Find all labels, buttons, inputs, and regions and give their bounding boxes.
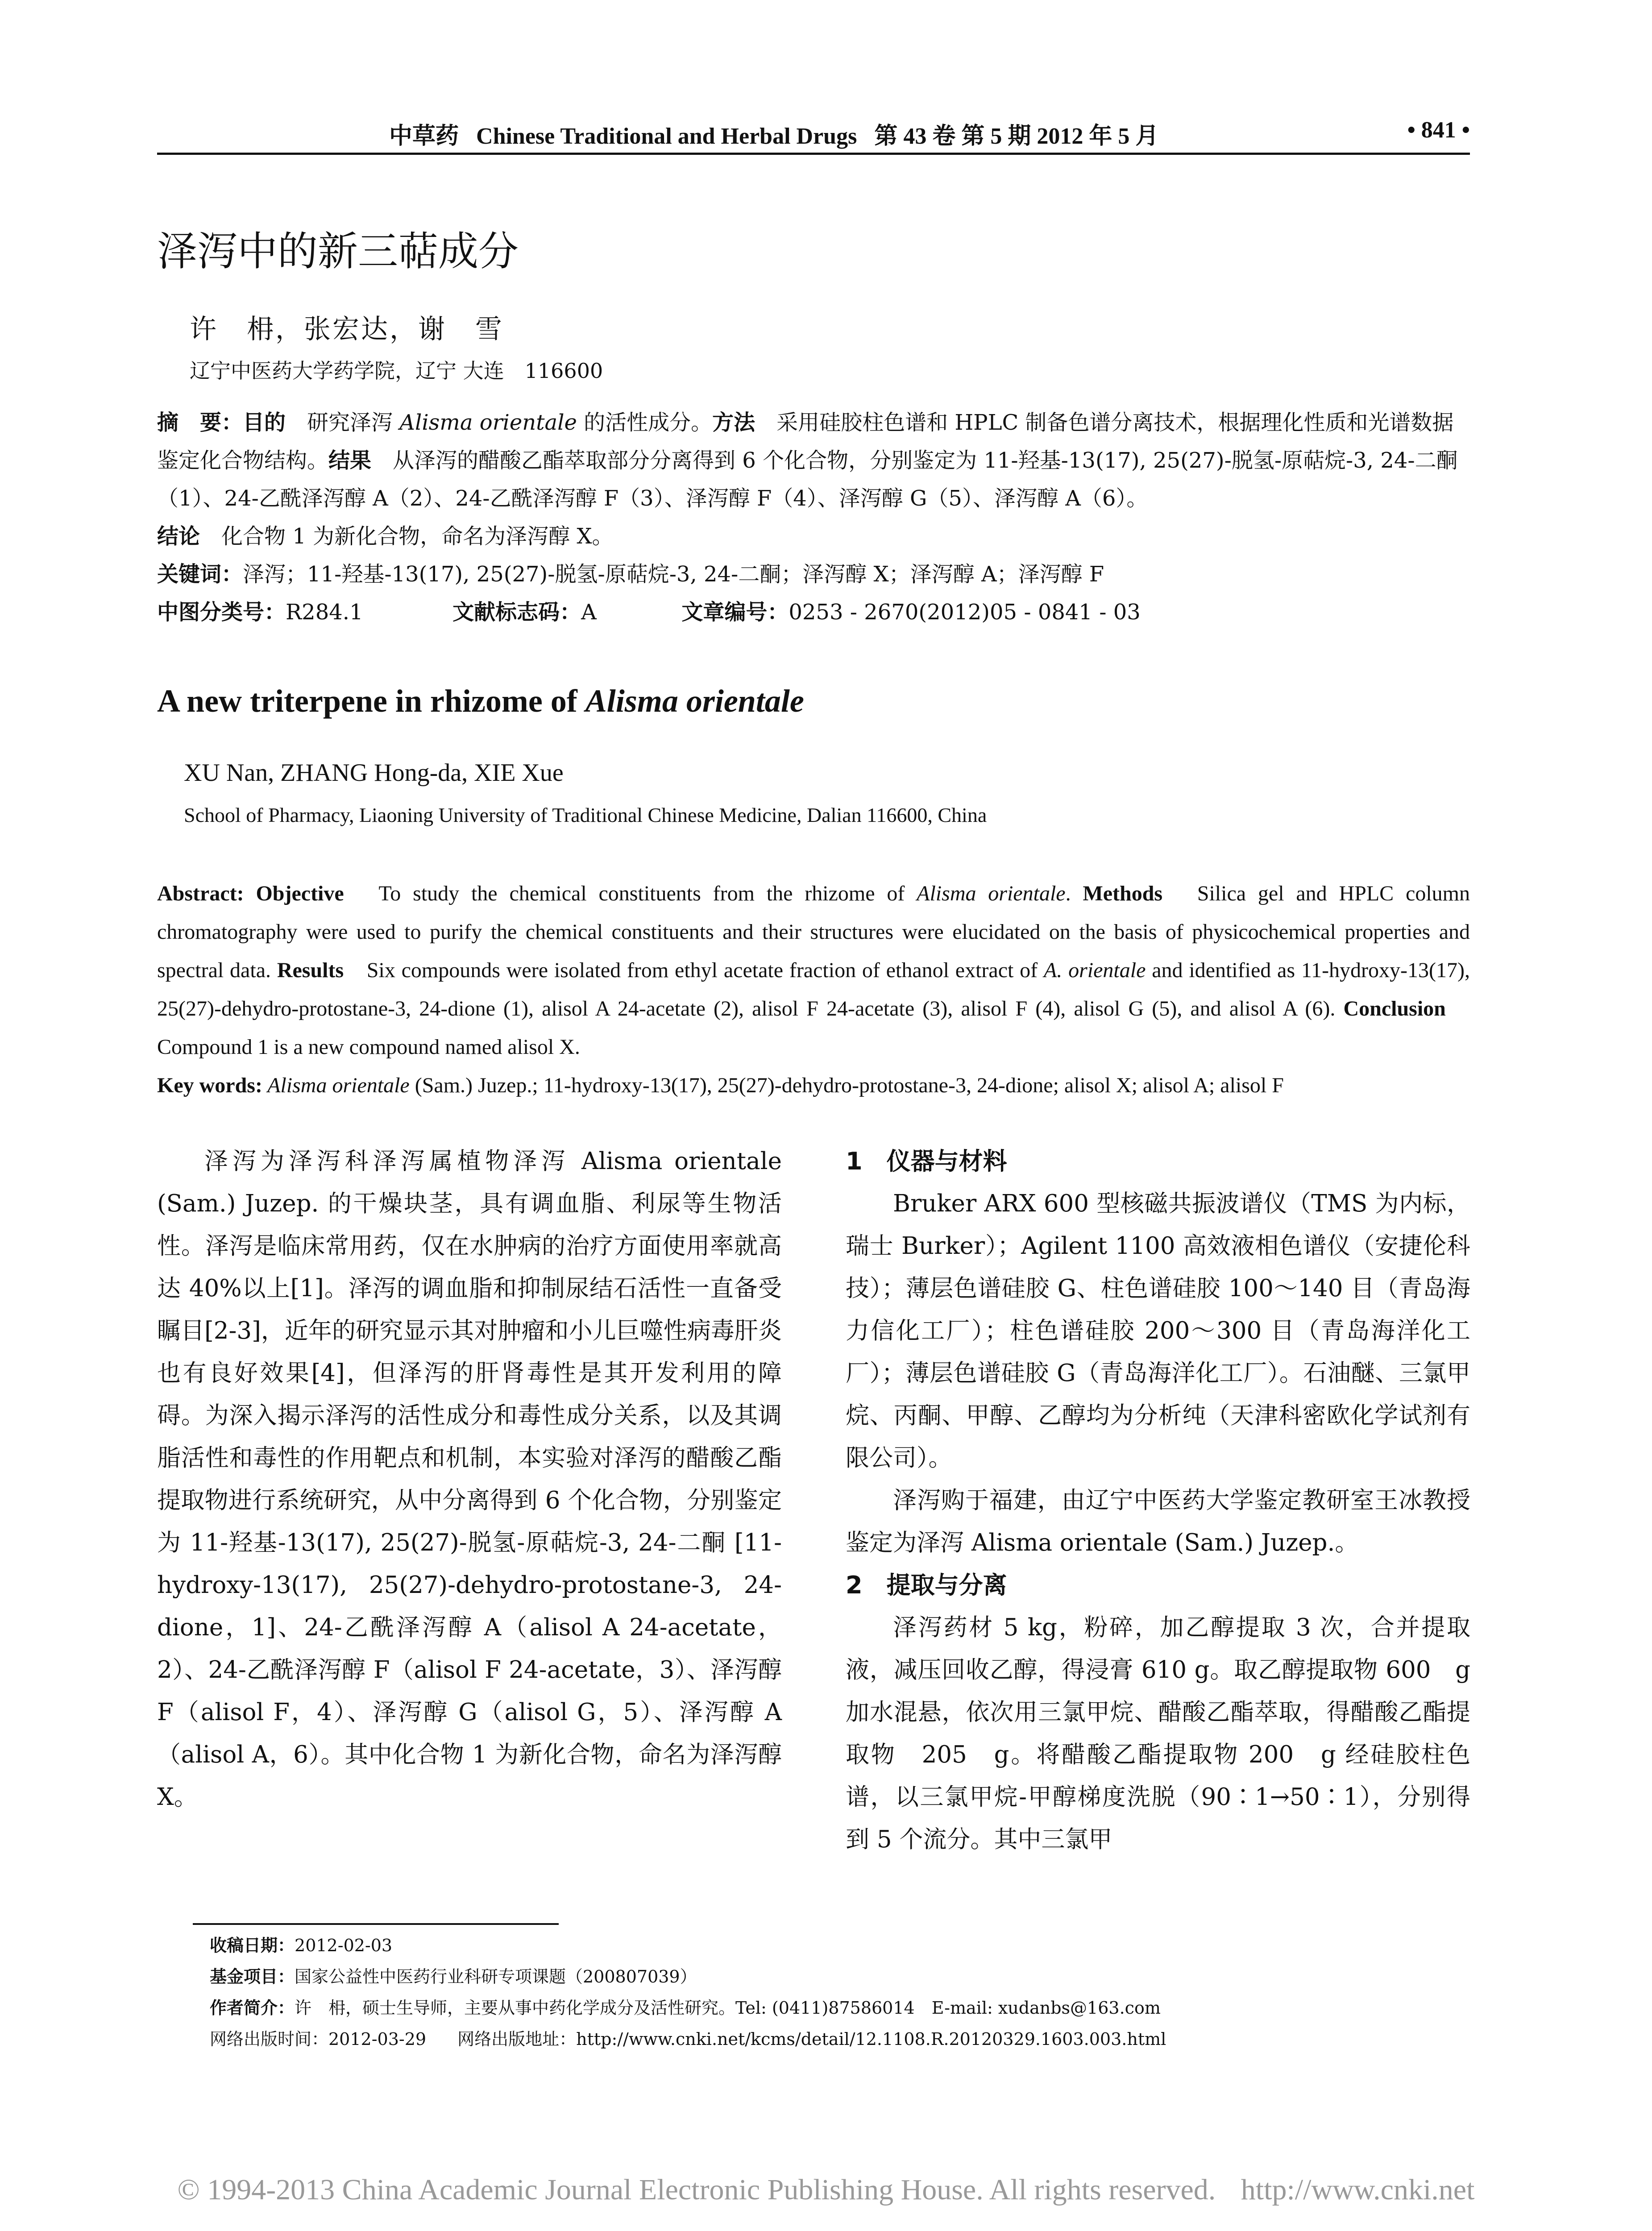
cn-doc-code: A	[581, 600, 597, 625]
cn-clc-label: 中图分类号：	[157, 600, 286, 625]
en-methods-text: Silica gel and HPLC column chromatography were used to purify the chemical constituents and their structures were elucidated on the basis of physicochemical properties and spectral data.	[157, 882, 1470, 982]
section-1-paragraph-2: 泽泻购于福建，由辽宁中医药大学鉴定教研室王冰教授鉴定为泽泻 Alisma orientale (Sam.) Juzep.。	[846, 1487, 1470, 1556]
en-methods-label: Methods	[1083, 882, 1163, 905]
en-keywords: (Sam.) Juzep.; 11-hydroxy-13(17), 25(27)-dehydro-protostane-3, 24-dione; alisol X; alisol A; alisol F	[409, 1074, 1284, 1097]
header-rule	[157, 153, 1470, 155]
en-obj-text-2: .	[1065, 882, 1083, 905]
section-2-paragraph-1: 泽泻药材 5 kg，粉碎，加乙醇提取 3 次，合并提取液，减压回收乙醇，得浸膏 610 g。取乙醇提取物 600 g 加水混悬，依次用三氯甲烷、醋酸乙酯萃取，得醋酸乙酯提取物 205 g。将醋酸乙酯提取物 200 g 经硅胶柱色谱，以三氯甲烷-甲醇梯度洗脱（90∶1→50∶1），分别得到 5 个流分。其中三氯甲	[846, 1614, 1470, 1853]
cn-results-text: 从泽泻的醋酸乙酯萃取部分分离得到 6 个化合物，分别鉴定为 11-羟基-13(17), 25(27)-脱氢-原萜烷-3, 24-二酮（1）、24-乙酰泽泻醇 A（2）、24-乙酰泽泻醇 F（3）、泽泻醇 F（4）、泽泻醇 G（5）、泽泻醇 A（6）。	[157, 448, 1458, 511]
footnote-rule	[193, 1923, 559, 1925]
cn-obj-text-2: 的活性成分。	[577, 410, 713, 435]
cn-abstract-label: 摘 要：	[157, 410, 243, 435]
en-obj-text: To study the chemical constituents from the rhizome of	[344, 882, 917, 905]
en-results-text-2: and identified as 11-hydroxy-13(17), 25(27)-dehydro-protostane-3, 24-dione (1), alisol A 24-acetate (2), alisol F 24-acetate (3), alisol F (4), alisol G (5), and alisol A (6).	[157, 958, 1470, 1020]
fund-text: 国家公益性中医药行业科研专项课题（200807039）	[295, 1967, 697, 1986]
cn-abstract	[157, 404, 1470, 631]
cn-results-label: 结果	[328, 448, 372, 473]
en-conclusion-label: Conclusion	[1343, 997, 1446, 1020]
cn-conclusion-label: 结论	[157, 524, 200, 549]
cn-article-no-label: 文章编号：	[681, 600, 789, 625]
intro-paragraph: 泽泻为泽泻科泽泻属植物泽泻 Alisma orientale (Sam.) Juzep. 的干燥块茎，具有调血脂、利尿等生物活性。泽泻是临床常用药，仅在水肿病的治疗方面使用率就高达 40%以上[1]。泽泻的调血脂和抑制尿结石活性一直备受瞩目[2-3]，近年的研究显示其对肿瘤和小儿巨噬性病毒肝炎也有良好效果[4]，但泽泻的肝肾毒性是其开发利用的障碍。为深入揭示泽泻的活性成分和毒性成分关系，以及其调脂活性和毒性的作用靶点和机制，本实验对泽泻的醋酸乙酯提取物进行系统研究，从中分离得到 6 个化合物，分别鉴定为 11-羟基-13(17), 25(27)-脱氢-原萜烷-3, 24-二酮 [11-hydroxy-13(17), 25(27)-dehydro-protostane-3, 24-dione，1]、24-乙酰泽泻醇 A（alisol A 24-acetate，2）、24-乙酰泽泻醇 F（alisol F 24-acetate，3）、泽泻醇 F（alisol F，4）、泽泻醇 G（alisol G，5）、泽泻醇 A（alisol A，6）。其中化合物 1 为新化合物，命名为泽泻醇 X。	[157, 1148, 782, 1811]
footnote-author	[210, 1992, 1166, 2024]
en-results-text: Six compounds were isolated from ethyl acetate fraction of ethanol extract of	[344, 958, 1044, 982]
footnote-online	[210, 2024, 1166, 2055]
footnotes	[210, 1930, 1166, 2055]
en-title-text: A new triterpene in rhizome of	[157, 683, 585, 719]
section-1-heading: 1 仪器与材料	[846, 1147, 1007, 1175]
journal-cn-name: 中草药	[389, 122, 459, 149]
en-obj-label: Objective	[256, 882, 344, 905]
running-header	[157, 117, 1470, 153]
header-left	[389, 117, 1158, 150]
copyright-url[interactable]: http://www.cnki.net	[1241, 2173, 1475, 2206]
cn-keywords-label: 关键词：	[157, 562, 243, 587]
cn-affiliation: 辽宁中医药大学药学院，辽宁 大连 116600	[190, 359, 603, 383]
page-number: • 841 •	[1407, 117, 1470, 143]
body-left-column	[157, 1140, 782, 1818]
online-url[interactable]: 网络出版地址：http://www.cnki.net/kcms/detail/12.1108.R.20120329.1603.003.html	[457, 2029, 1166, 2049]
author-text: 许 枏，硕士生导师，主要从事中药化学成分及活性研究。Tel: (0411)87586014 E-mail: xudanbs@163.com	[295, 1998, 1161, 2018]
footnote-received	[210, 1930, 1166, 1961]
en-conclusion-text: Compound 1 is a new compound named alisol X.	[157, 997, 1470, 1059]
en-keywords-label: Key words:	[157, 1074, 262, 1097]
section-2-heading: 2 提取与分离	[846, 1571, 1007, 1599]
cn-keywords: 泽泻；11-羟基-13(17), 25(27)-脱氢-原萜烷-3, 24-二酮；泽泻醇 X；泽泻醇 A；泽泻醇 F	[243, 562, 1104, 587]
en-obj-species: Alisma orientale	[917, 882, 1066, 905]
cn-methods-label: 方法	[712, 410, 755, 435]
footnote-fund	[210, 1961, 1166, 1992]
en-results-label: Results	[277, 958, 344, 982]
section-1-paragraph-1: Bruker ARX 600 型核磁共振波谱仪（TMS 为内标，瑞士 Burker）；Agilent 1100 高效液相色谱仪（安捷伦科技）；薄层色谱硅胶 G、柱色谱硅胶 100～140 目（青岛海力信化工厂）；柱色谱硅胶 200～300 目（青岛海洋化工厂）；薄层色谱硅胶 G（青岛海洋化工厂）。石油醚、三氯甲烷、丙酮、甲醇、乙醇均为分析纯（天津科密欧化学试剂有限公司）。	[846, 1190, 1470, 1472]
cn-methods-text: 采用硅胶柱色谱和 HPLC 制备色谱分离技术，根据理化性质和光谱数据鉴定化合物结构。	[157, 410, 1454, 473]
copyright-text: © 1994-2013 China Academic Journal Electronic Publishing House. All rights reserved.	[177, 2173, 1216, 2206]
en-results-species: A. orientale	[1043, 958, 1146, 982]
journal-issue: 第 43 卷 第 5 期 2012 年 5 月	[874, 124, 1159, 149]
cn-article-no: 0253 - 2670(2012)05 - 0841 - 03	[789, 600, 1141, 625]
en-authors: XU Nan, ZHANG Hong-da, XIE Xue	[184, 759, 564, 787]
en-affiliation: School of Pharmacy, Liaoning University of Traditional Chinese Medicine, Dalian 116600, China	[184, 804, 987, 826]
cn-obj-text: 研究泽泻	[286, 410, 400, 435]
cn-authors: 许 枏，张宏达，谢 雪	[190, 314, 504, 345]
author-label: 作者简介：	[210, 1998, 295, 2018]
en-title-species: Alisma orientale	[585, 683, 804, 719]
online-time: 网络出版时间：2012-03-29	[210, 2029, 427, 2049]
journal-en-name: Chinese Traditional and Herbal Drugs	[476, 124, 857, 149]
fund-label: 基金项目：	[210, 1966, 295, 1986]
cn-clc: R284.1	[286, 600, 363, 625]
cn-conclusion-text: 化合物 1 为新化合物，命名为泽泻醇 X。	[200, 524, 614, 549]
en-abstract	[157, 875, 1470, 1105]
en-keywords-species: Alisma orientale	[262, 1074, 410, 1097]
en-title	[157, 683, 804, 720]
received-label: 收稿日期：	[210, 1935, 295, 1955]
cn-doc-code-label: 文献标志码：	[452, 600, 581, 625]
received-date: 2012-02-03	[295, 1936, 393, 1955]
en-abstract-label: Abstract:	[157, 882, 244, 905]
cn-obj-label: 目的	[243, 410, 286, 435]
body-right-column	[846, 1140, 1470, 1861]
copyright-line	[0, 2173, 1652, 2207]
cn-title: 泽泻中的新三萜成分	[157, 228, 519, 275]
cn-obj-species: Alisma orientale	[399, 410, 577, 435]
